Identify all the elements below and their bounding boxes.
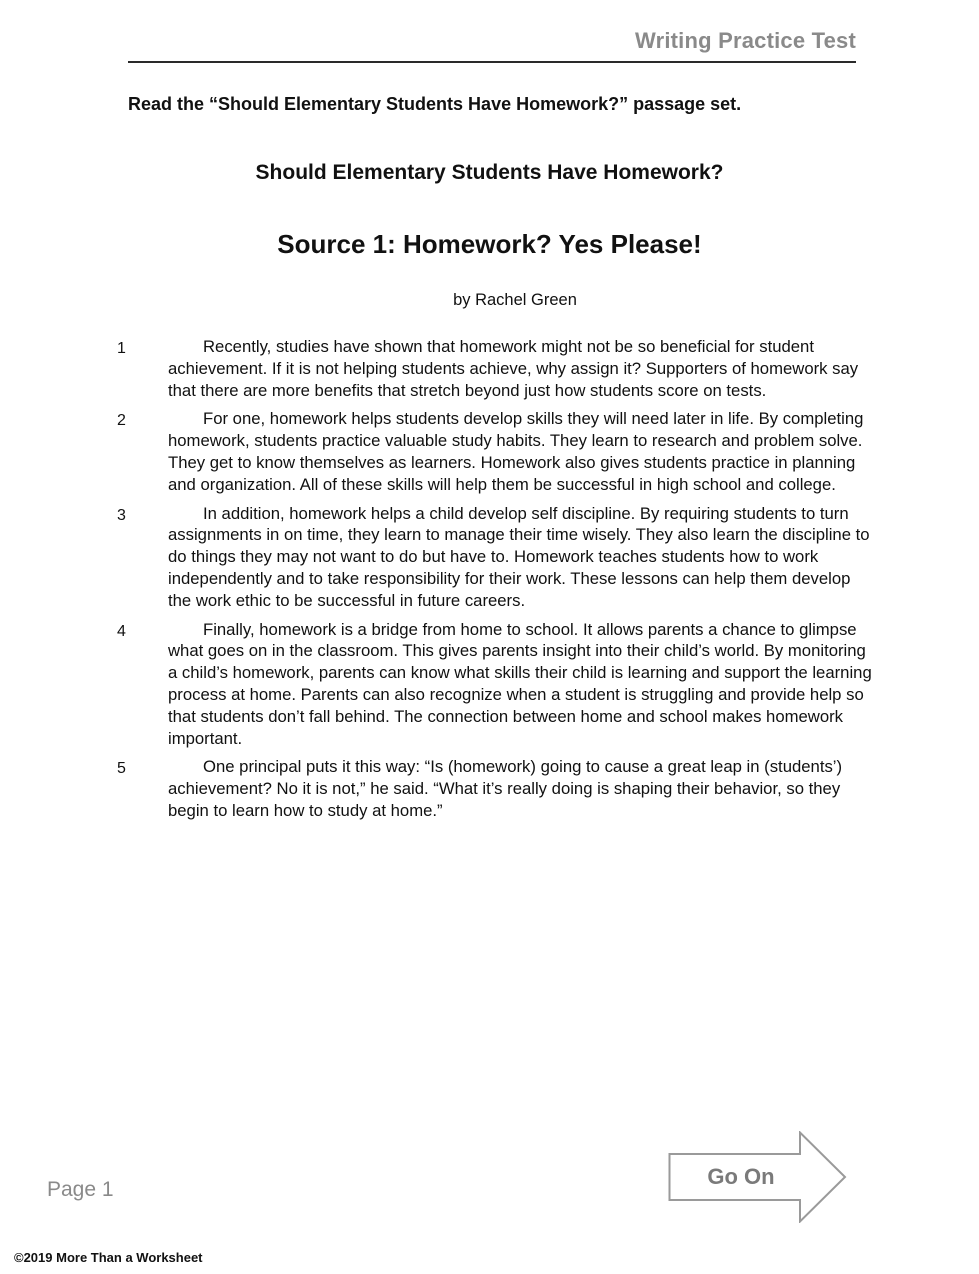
- paragraph: [112, 503, 872, 612]
- byline: by Rachel Green: [453, 291, 577, 309]
- paragraph-text: Recently, studies have shown that homework might not be so beneficial for student achievement. If it is not helping students achieve, why assign it? Supporters of homework say that there are more benefits that stretch beyond just how students score on tests.: [168, 337, 859, 400]
- copyright-notice: ©2019 More Than a Worksheet: [14, 1250, 203, 1265]
- paragraph-number: 5: [117, 760, 126, 778]
- paragraph-number: 3: [117, 506, 126, 524]
- go-on-label: Go On: [707, 1164, 775, 1189]
- source-title: Source 1: Homework? Yes Please!: [277, 229, 702, 259]
- page-number: Page 1: [47, 1178, 114, 1201]
- paragraph: [112, 408, 872, 495]
- paragraph-text: One principal puts it this way: “Is (homework) going to cause a great leap in (students’) achievement? No it is not,” he said. “What it’s really doing is shaping their behavior, so they begin to learn how to study at home.”: [168, 757, 843, 820]
- header-divider: [128, 61, 856, 63]
- paragraph-text: Finally, homework is a bridge from home to school. It allows parents a chance to glimpse what goes on in the classroom. This gives parents insight into their child’s world. By monitoring a child’s homework, parents can know what skills their child is learning and support the learning process at home. Parents can also recognize when a student is struggling and provide help so that students don’t fall behind. The connection between home and school makes homework important.: [168, 619, 872, 748]
- passage-set-title: Should Elementary Students Have Homework?: [255, 161, 724, 184]
- paragraph-text: In addition, homework helps a child develop self discipline. By requiring students to turn assignments in on time, they learn to manage their time wisely. They also learn the discipline to do things they may not want to do but have to. Homework teaches students how to work independently and to take responsibility for their work. These lessons can help them develop the work ethic to be successful in future careers.: [168, 503, 870, 610]
- paragraph-number: 1: [117, 340, 126, 357]
- passage-body: [112, 336, 872, 829]
- paragraph-number: 2: [117, 412, 126, 430]
- paragraph: [112, 336, 872, 401]
- paragraph: [112, 619, 872, 750]
- paragraph-text: For one, homework helps students develop skills they will need later in life. By completing homework, students practice valuable study habits. They learn to research and problem solve. They get to know themselves as learners. Homework also gives students practice in planning and organization. All of these skills will help them be successful in high school and college.: [168, 409, 864, 494]
- instruction-text: Read the “Should Elementary Students Have Homework?” passage set.: [128, 94, 742, 114]
- paragraph-number: 4: [117, 622, 126, 640]
- paragraph: [112, 756, 872, 821]
- header-title: Writing Practice Test: [635, 28, 856, 53]
- go-on-button[interactable]: [668, 1131, 848, 1223]
